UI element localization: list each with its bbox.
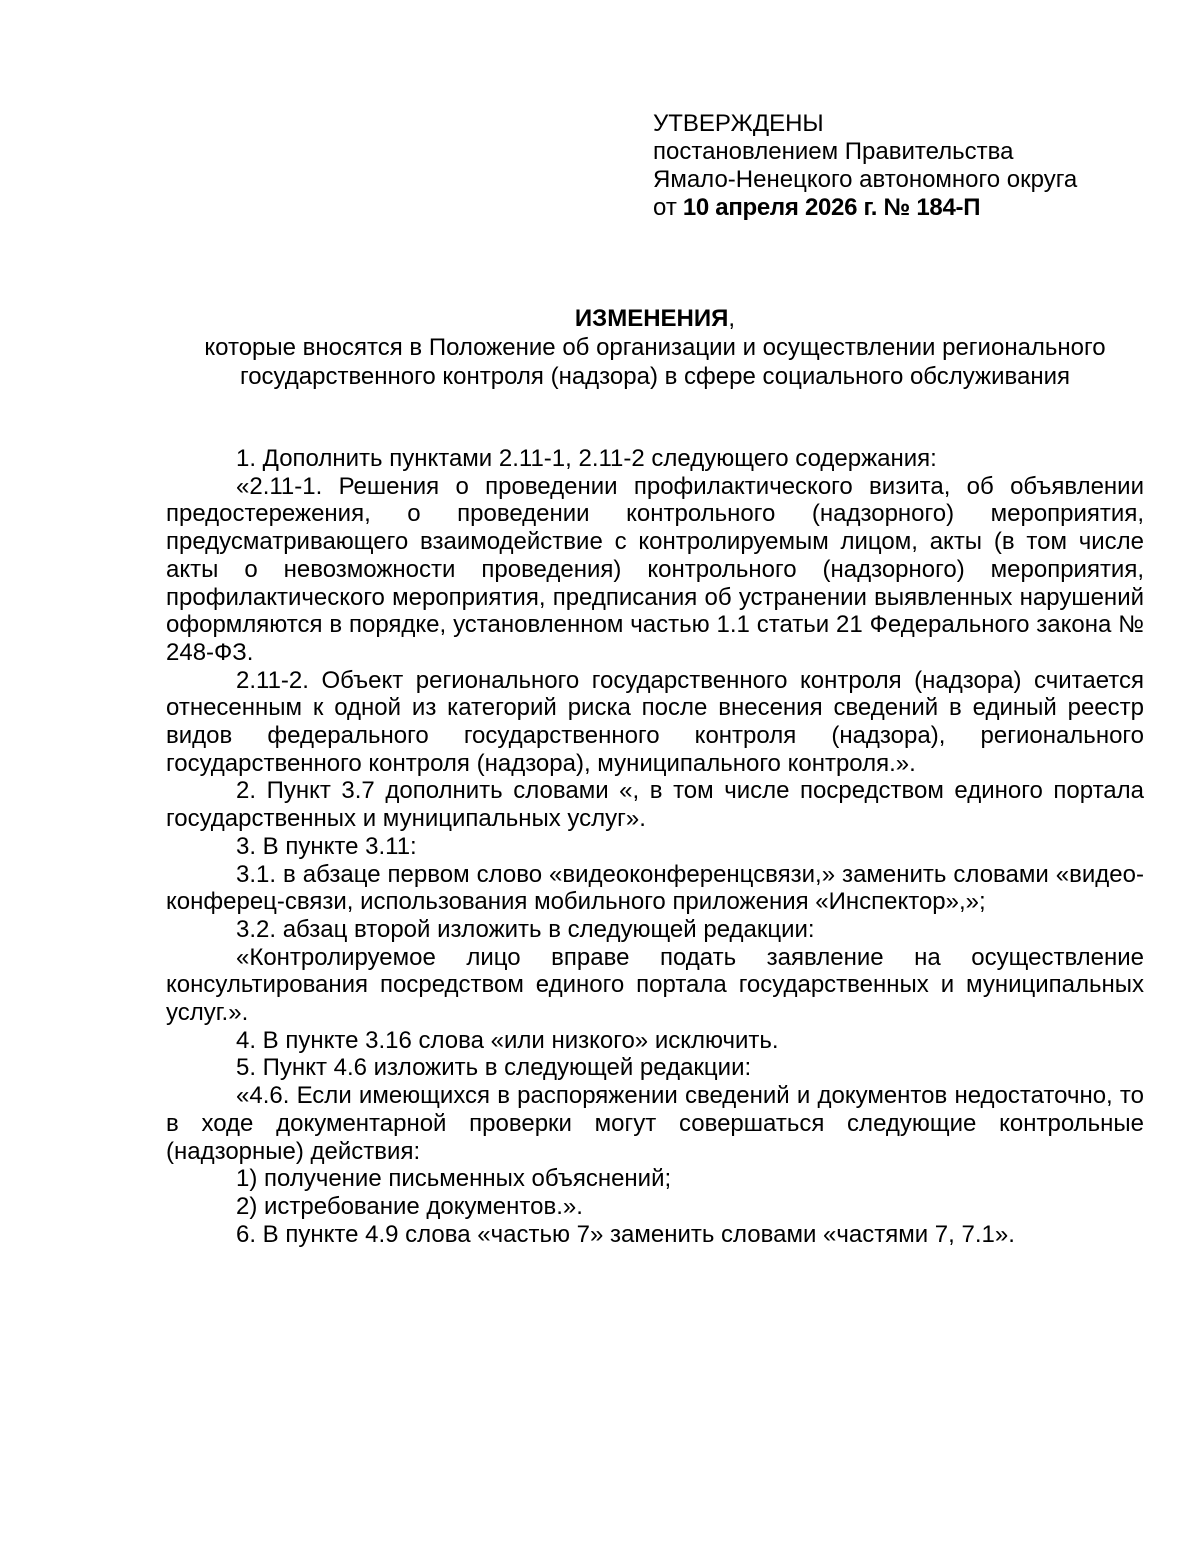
paragraph-item-3: 3. В пункте 3.11: bbox=[236, 832, 417, 860]
paragraph-item-3-2-text: «Контролируемое лицо вправе подать заявление на осуществление консультирования посредством единого портала государственных и муниципальных услуг.». bbox=[166, 943, 1144, 1027]
title-word: ИЗМЕНЕНИЯ bbox=[574, 305, 729, 332]
paragraph-item-1: 1. Дополнить пунктами 2.11-1, 2.11-2 следующего содержания: bbox=[236, 445, 937, 472]
title-comma: , bbox=[728, 305, 736, 332]
paragraph-item-3-2: 3.2. абзац второй изложить в следующей редакции: bbox=[236, 915, 815, 943]
paragraph-subitem-2: 2) истребование документов.». bbox=[236, 1192, 583, 1220]
approval-date-line bbox=[653, 194, 1153, 222]
document-title bbox=[165, 304, 1145, 391]
title-heading-line bbox=[165, 304, 1145, 333]
approval-line-1: постановлением Правительства bbox=[653, 138, 1014, 165]
document-body bbox=[166, 445, 1144, 1248]
approval-date-prefix: от bbox=[653, 194, 677, 221]
title-subtitle-line-1: которые вносятся в Положение об организации и осуществлении регионального bbox=[204, 334, 1106, 361]
paragraph-item-6: 6. В пункте 4.9 слова «частью 7» заменить словами «частями 7, 7.1». bbox=[236, 1220, 1015, 1248]
paragraph-item-4-6: «4.6. Если имеющихся в распоряжении сведений и документов недостаточно, то в ходе документарной проверки могут совершаться следующие контрольные (надзорные) действия: bbox=[166, 1082, 1144, 1165]
approval-line-2: Ямало-Ненецкого автономного округа bbox=[653, 166, 1078, 193]
approval-stamp bbox=[653, 110, 1153, 222]
approval-heading: УТВЕРЖДЕНЫ bbox=[653, 110, 824, 137]
title-subtitle-line-2: государственного контроля (надзора) в сфере социального обслуживания bbox=[239, 363, 1070, 390]
approval-date-value: 10 апреля 2026 г. № 184-П bbox=[682, 194, 981, 221]
paragraph-item-3-1: 3.1. в абзаце первом слово «видеоконференцсвязи,» заменить словами «видео-конферец-связи, использования мобильного приложения «Инспектор»,»; bbox=[166, 860, 1144, 916]
paragraph-item-2: 2. Пункт 3.7 дополнить словами «, в том числе посредством единого портала государственных и муниципальных услуг». bbox=[166, 777, 1144, 833]
paragraph-item-4: 4. В пункте 3.16 слова «или низкого» исключить. bbox=[236, 1026, 779, 1054]
paragraph-subitem-1: 1) получение письменных объяснений; bbox=[236, 1165, 672, 1193]
paragraph-item-2-11-2: 2.11-2. Объект регионального государственного контроля (надзора) считается отнесенным к одной из категорий риска после внесения сведений в единый реестр видов федерального государственного контроля (надзора), регионального государственного контроля (надзора), муниципального контроля.». bbox=[166, 666, 1144, 777]
paragraph-item-5: 5. Пункт 4.6 изложить в следующей редакции: bbox=[236, 1054, 752, 1082]
paragraph-item-2-11-1: «2.11-1. Решения о проведении профилактического визита, об объявлении предостережения, о проведении контрольного (надзорного) мероприятия, предусматривающего взаимодействие с контролируемым лицом, акты (в том числе акты о невозможности проведения) контрольного (надзорного) мероприятия, профилактического мероприятия, предписания об устранении выявленных нарушений оформляются в порядке, установленном частью 1.1 статьи 21 Федерального закона № 248-ФЗ. bbox=[166, 472, 1144, 666]
